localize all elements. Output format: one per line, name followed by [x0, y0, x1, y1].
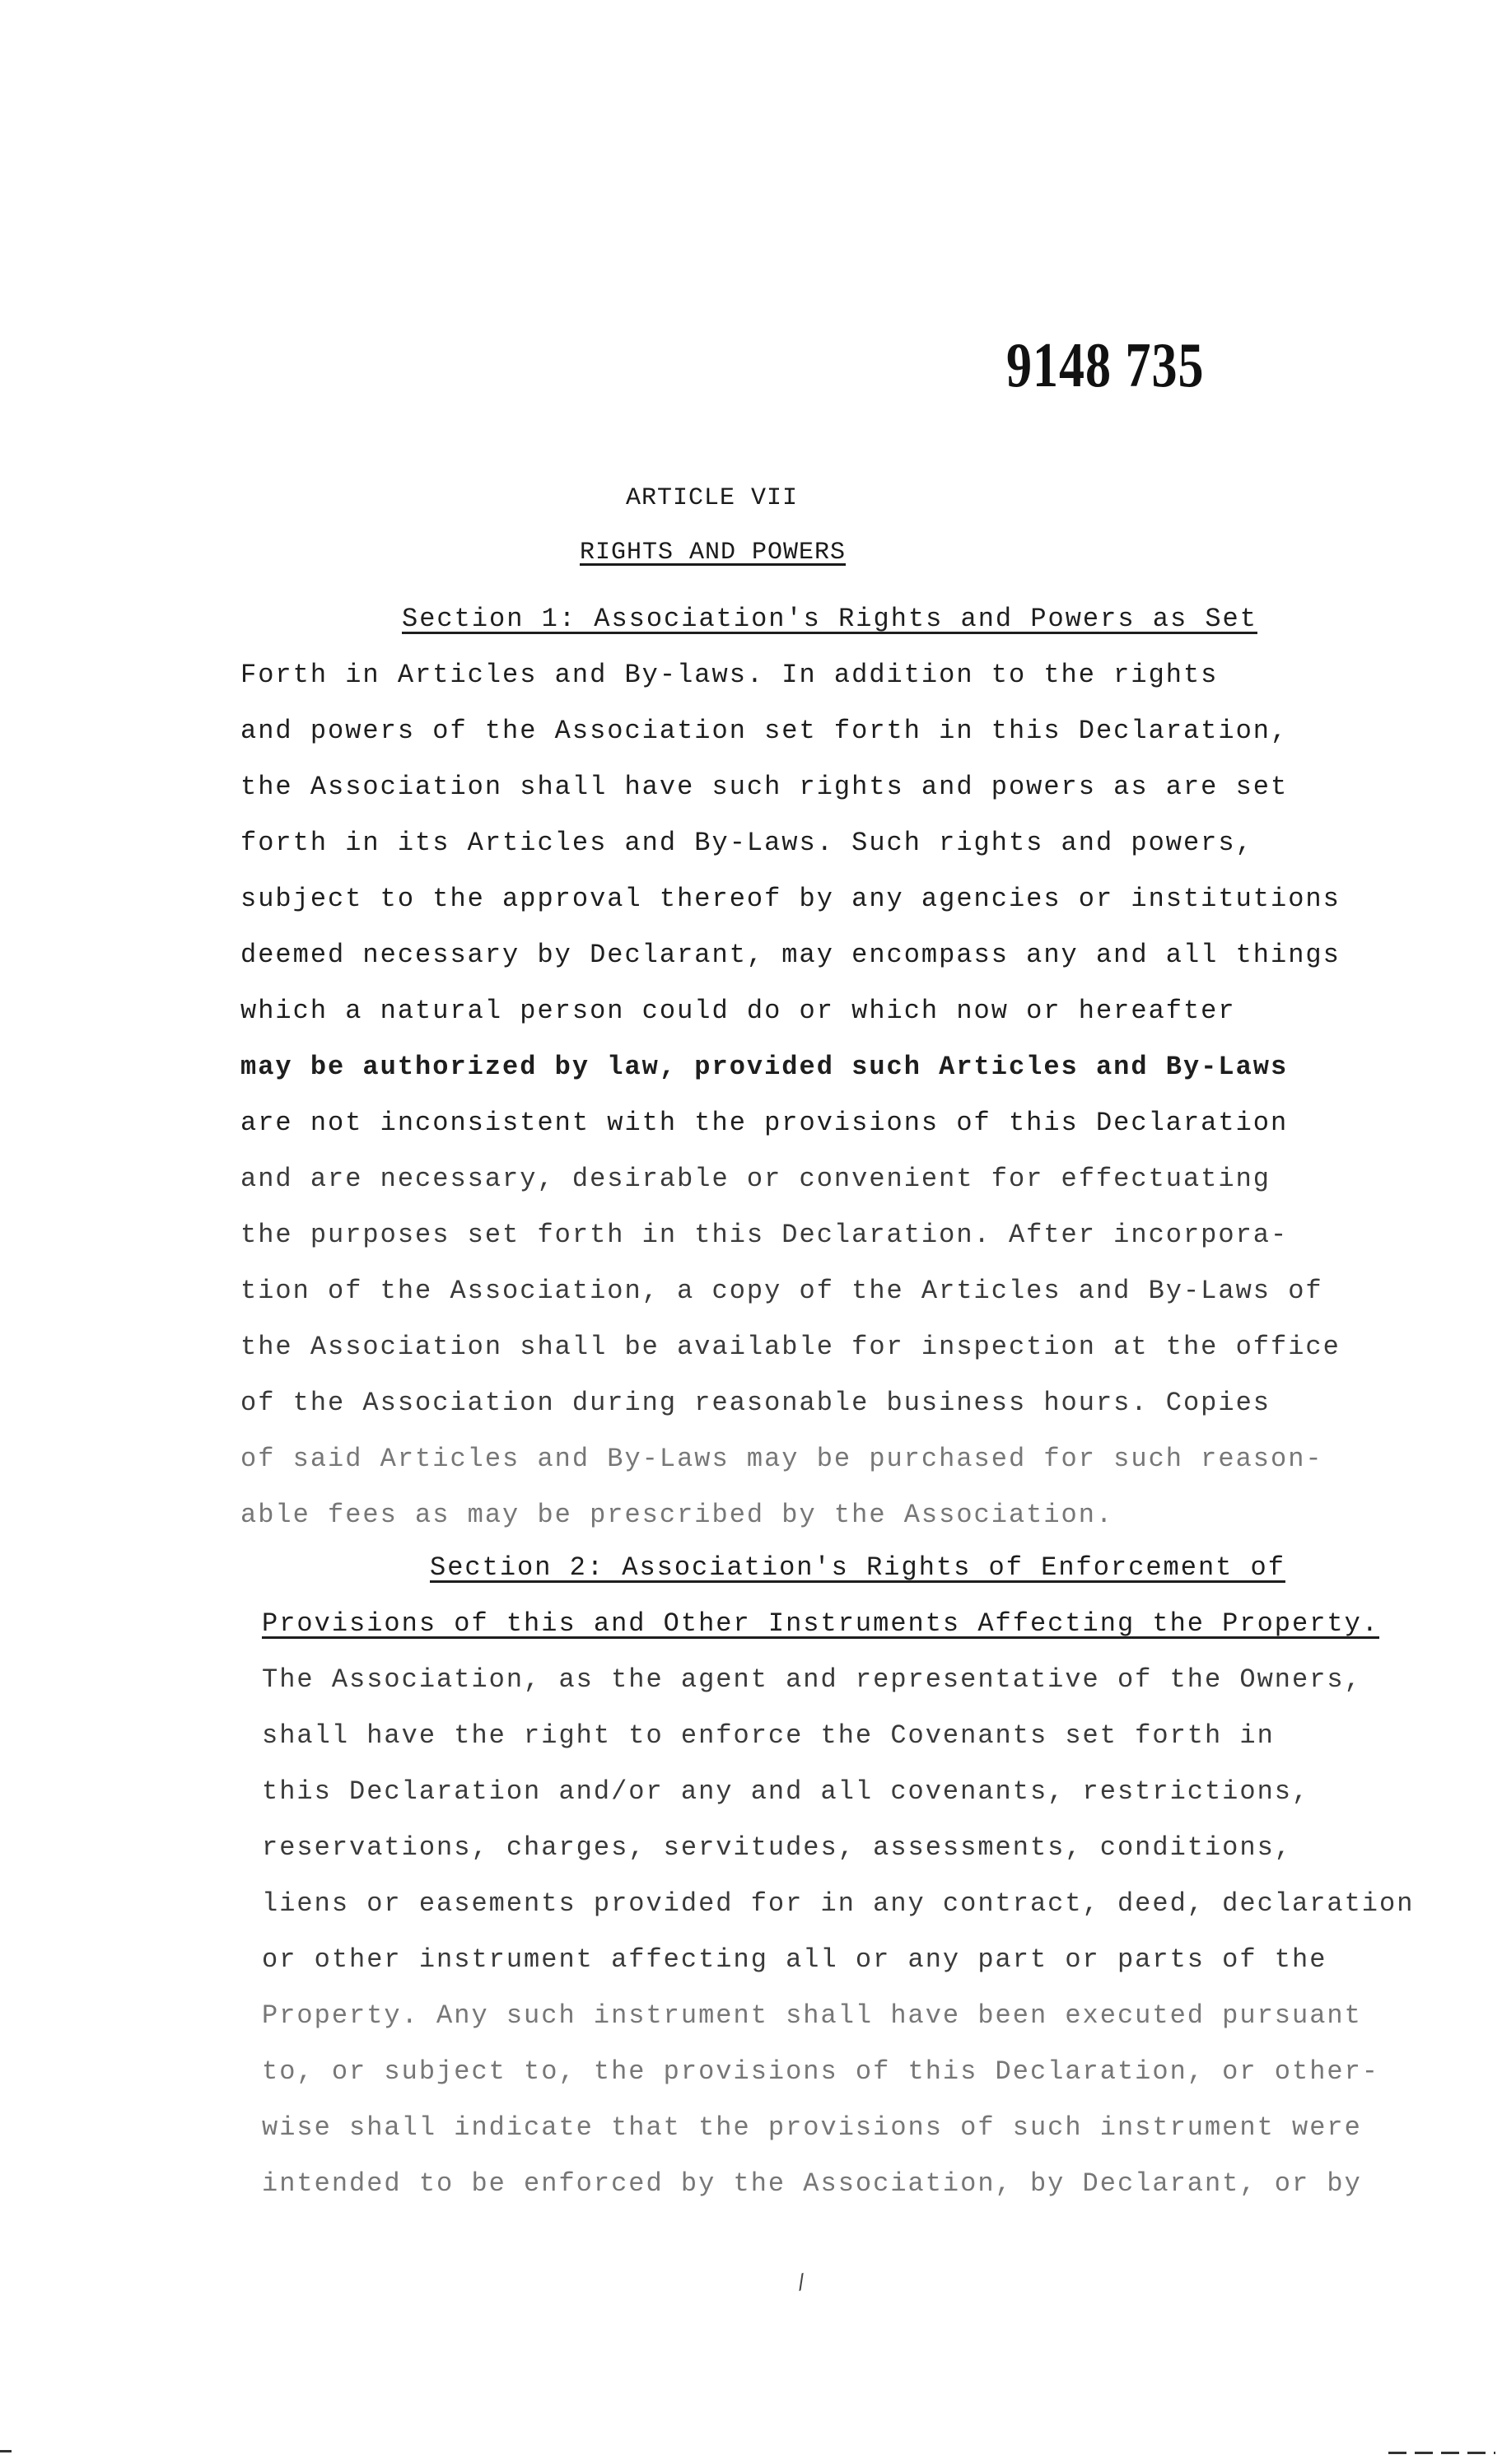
section-2-text-line: Property. Any such instrument shall have been executed pursuant — [262, 2000, 1362, 2031]
section-1-heading-line — [402, 603, 1257, 636]
section-1-text-line: and are necessary, desirable or convenient for effectuating — [240, 1164, 1271, 1194]
section-1-text-line: and powers of the Association set forth in this Declaration, — [240, 716, 1289, 746]
section-1-text-line: the purposes set forth in this Declaration. After incorpora- — [240, 1220, 1289, 1250]
section-2-heading-line — [430, 1552, 1285, 1584]
section-2-text-line: liens or easements provided for in any contract, deed, declaration — [262, 1888, 1415, 1919]
section-2-text-line: this Declaration and/or any and all covenants, restrictions, — [262, 1776, 1310, 1807]
section-1-text-line: Forth in Articles and By-laws. In addition to the rights — [240, 660, 1219, 690]
section-1-text-line: of said Articles and By-Laws may be purchased for such reason- — [240, 1444, 1323, 1474]
section-2-text-line: reservations, charges, servitudes, assessments, conditions, — [262, 1832, 1292, 1863]
section-1-text-line: deemed necessary by Declarant, may encompass any and all things — [240, 940, 1341, 970]
section-1-text-line: which a natural person could do or which now or hereafter — [240, 996, 1236, 1026]
section-1-text-line: may be authorized by law, provided such Articles and By-Laws — [240, 1052, 1289, 1082]
article-subtitle: RIGHTS AND POWERS — [580, 539, 847, 567]
section-1-text-line: the Association shall have such rights and powers as are set — [240, 772, 1289, 802]
section-2-text-line: Provisions of this and Other Instruments Affecting the Property. — [262, 1608, 1379, 1639]
section-1-text-line: tion of the Association, a copy of the Articles and By-Laws of — [240, 1276, 1323, 1306]
section-1-text-line: forth in its Articles and By-Laws. Such rights and powers, — [240, 828, 1253, 858]
section-1-text-line: the Association shall be available for inspection at the office — [240, 1332, 1341, 1362]
section-2-text-line: intended to be enforced by the Association, by Declarant, or by — [262, 2168, 1362, 2199]
section-1-text-line: subject to the approval thereof by any agencies or institutions — [240, 884, 1341, 914]
page-mark: / — [791, 2270, 813, 2298]
article-title: ARTICLE VII — [626, 484, 799, 512]
section-1-text-line: of the Association during reasonable business hours. Copies — [240, 1388, 1271, 1418]
section-2-text-line: to, or subject to, the provisions of this Declaration, or other- — [262, 2056, 1379, 2087]
section-2-text-line: or other instrument affecting all or any part or parts of the — [262, 1944, 1327, 1975]
section-1-text-line: are not inconsistent with the provisions of this Declaration — [240, 1108, 1289, 1138]
footer-dashed-rule — [1388, 2452, 1495, 2454]
scan-edge-mark — [0, 2450, 12, 2452]
section-1-text-line: able fees as may be prescribed by the Association. — [240, 1500, 1114, 1530]
section-1-text-line: Section 1: Association's Rights and Powers as Set — [402, 604, 1257, 634]
recording-number: 9148 735 — [1006, 330, 1205, 401]
section-2-text-line: wise shall indicate that the provisions of such instrument were — [262, 2112, 1362, 2143]
section-2-text-line: Section 2: Association's Rights of Enforcement of — [430, 1552, 1285, 1583]
section-2-text-line: shall have the right to enforce the Covenants set forth in — [262, 1720, 1275, 1751]
section-2-text-line: The Association, as the agent and representative of the Owners, — [262, 1664, 1362, 1695]
